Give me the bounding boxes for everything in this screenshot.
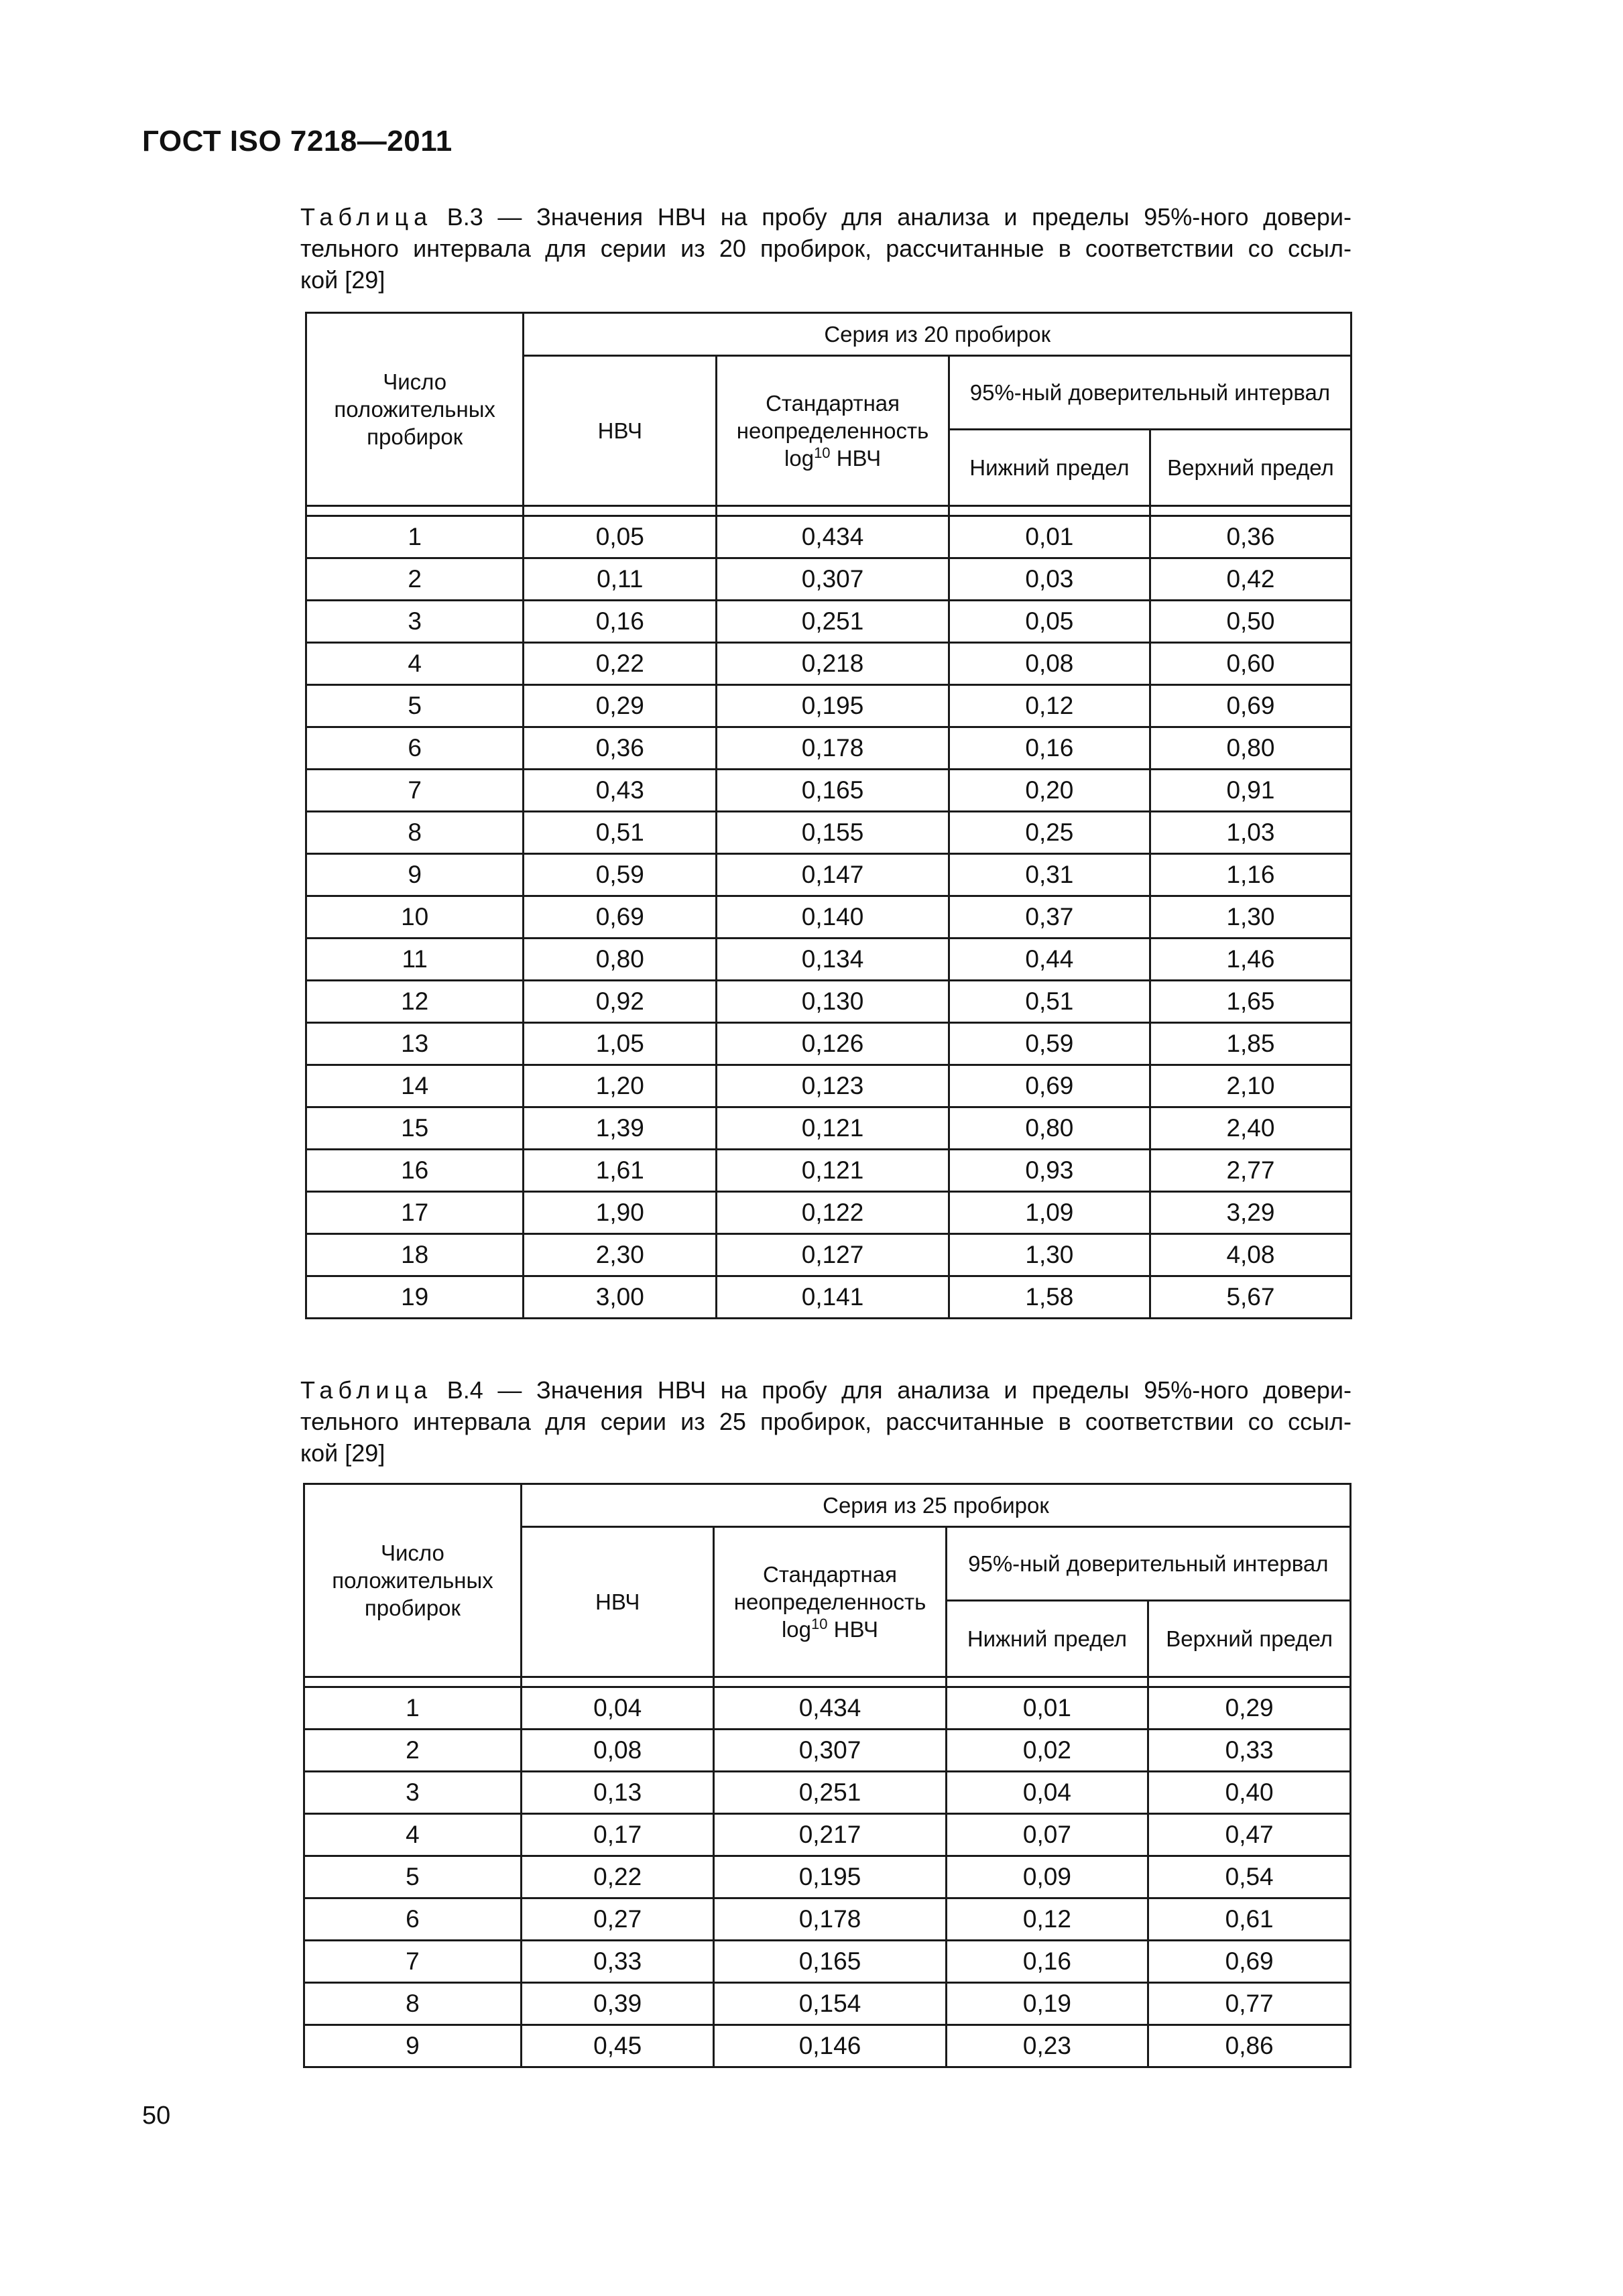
- table-cell: 2,10: [1150, 1065, 1351, 1107]
- table-cell: 1,85: [1150, 1023, 1351, 1065]
- table-row: [306, 770, 1351, 812]
- table-cell: 1,03: [1150, 812, 1351, 854]
- table-cell: 0,51: [524, 812, 717, 854]
- table-cell: 0,23: [946, 2025, 1148, 2067]
- table-cell: 0,218: [717, 643, 949, 685]
- table-cell: 1,30: [949, 1234, 1150, 1276]
- table-cell: 11: [306, 939, 524, 981]
- header-std-log: log: [784, 446, 815, 471]
- table-cell: 1,39: [524, 1107, 717, 1150]
- table-cell: 0,27: [521, 1898, 713, 1941]
- header-cell-mpn: НВЧ: [521, 1527, 713, 1677]
- table-cell: 0,11: [524, 558, 717, 601]
- table-cell: 0,54: [1148, 1856, 1351, 1898]
- header-cell-series: Серия из 25 пробирок: [521, 1484, 1350, 1527]
- table-cell: 0,60: [1150, 643, 1351, 685]
- table-cell: 0,36: [524, 727, 717, 770]
- table-cell: 0,47: [1148, 1814, 1351, 1856]
- table-cell: 0,03: [949, 558, 1150, 601]
- table-cell: 0,251: [714, 1772, 946, 1814]
- table-cell: 3,29: [1150, 1192, 1351, 1234]
- table-cell: 0,50: [1150, 601, 1351, 643]
- table-cell: 4: [306, 643, 524, 685]
- table-cell: 0,127: [717, 1234, 949, 1276]
- caption-text: В.3 — Значения НВЧ на пробу для анализа и пределы 95%-ного довери-: [446, 203, 1351, 231]
- table-cell: 13: [306, 1023, 524, 1065]
- table-row: [306, 854, 1351, 896]
- header-std-sup: 10: [814, 444, 831, 461]
- table-cell: 9: [306, 854, 524, 896]
- table-cell: 0,121: [717, 1107, 949, 1150]
- table-cell: 0,59: [524, 854, 717, 896]
- header-std-sup: 10: [811, 1616, 828, 1632]
- header-cell-lower: Нижний предел: [946, 1601, 1148, 1677]
- table-row: [306, 558, 1351, 601]
- table-cell: 17: [306, 1192, 524, 1234]
- table-cell: 0,59: [949, 1023, 1150, 1065]
- table-cell: 1,58: [949, 1276, 1150, 1319]
- table-cell: 0,69: [524, 896, 717, 939]
- table-cell: 0,04: [521, 1687, 713, 1730]
- table-cell: 0,33: [521, 1941, 713, 1983]
- table-row: [304, 1898, 1351, 1941]
- table-cell: 0,178: [717, 727, 949, 770]
- header-cell-count: Число положительных пробирок: [304, 1484, 522, 1677]
- document-header: ГОСТ ISO 7218—2011: [142, 125, 453, 158]
- table-cell: 0,93: [949, 1150, 1150, 1192]
- table-cell: 0,36: [1150, 516, 1351, 558]
- table-cell: 0,09: [946, 1856, 1148, 1898]
- table-cell: 12: [306, 981, 524, 1023]
- table-cell: 4: [304, 1814, 522, 1856]
- table-cell: 0,126: [717, 1023, 949, 1065]
- table-cell: 16: [306, 1150, 524, 1192]
- table-cell: 0,29: [1148, 1687, 1351, 1730]
- table-row: [306, 1234, 1351, 1276]
- table-cell: 0,12: [949, 685, 1150, 727]
- table-row: [304, 2025, 1351, 2067]
- table-cell: 0,16: [524, 601, 717, 643]
- header-cell-ci: 95%-ный доверительный интервал: [949, 356, 1351, 430]
- table-cell: 0,165: [717, 770, 949, 812]
- caption-lead: Таблица: [300, 1376, 433, 1404]
- table-cell: 0,140: [717, 896, 949, 939]
- table-cell: 0,44: [949, 939, 1150, 981]
- table-cell: 0,12: [946, 1898, 1148, 1941]
- header-cell-mpn: НВЧ: [524, 356, 717, 506]
- table-cell: 0,61: [1148, 1898, 1351, 1941]
- table-cell: 0,195: [717, 685, 949, 727]
- table-row: [304, 1941, 1351, 1983]
- table-cell: 0,217: [714, 1814, 946, 1856]
- table-cell: 7: [304, 1941, 522, 1983]
- table-row: [304, 1730, 1351, 1772]
- table-row: [306, 601, 1351, 643]
- table-caption: [300, 1374, 1351, 1469]
- table-cell: 0,08: [521, 1730, 713, 1772]
- header-std-log: log: [781, 1617, 812, 1642]
- table-cell: 1,20: [524, 1065, 717, 1107]
- header-std-text: Стандартная неопределенность: [733, 1562, 926, 1614]
- table-cell: 0,251: [717, 601, 949, 643]
- table-cell: 14: [306, 1065, 524, 1107]
- header-cell-series: Серия из 20 пробирок: [524, 313, 1351, 356]
- table-cell: 0,31: [949, 854, 1150, 896]
- table-cell: 0,121: [717, 1150, 949, 1192]
- table-cell: 1: [306, 516, 524, 558]
- table-row: [306, 1065, 1351, 1107]
- table-cell: 0,178: [714, 1898, 946, 1941]
- table-cell: 1,61: [524, 1150, 717, 1192]
- table-cell: 0,434: [717, 516, 949, 558]
- table-body: [306, 516, 1351, 1319]
- table-cell: 0,05: [949, 601, 1150, 643]
- header-cell-lower: Нижний предел: [949, 430, 1150, 506]
- table-row: [306, 981, 1351, 1023]
- table-cell: 0,40: [1148, 1772, 1351, 1814]
- table-row: [306, 516, 1351, 558]
- table-cell: 0,39: [521, 1983, 713, 2025]
- table-cell: 1,30: [1150, 896, 1351, 939]
- table-cell: 0,42: [1150, 558, 1351, 601]
- table-row: [306, 1276, 1351, 1319]
- table-cell: 7: [306, 770, 524, 812]
- table-cell: 9: [304, 2025, 522, 2067]
- caption-text: тельного интервала для серии из 20 пробирок, рассчитанные в соответствии со ссыл-: [300, 235, 1351, 262]
- table-row: [306, 643, 1351, 685]
- table-cell: 0,307: [717, 558, 949, 601]
- table-cell: 15: [306, 1107, 524, 1150]
- page-number: 50: [142, 2102, 171, 2130]
- table-cell: 5,67: [1150, 1276, 1351, 1319]
- table-cell: 1,05: [524, 1023, 717, 1065]
- table-row: [304, 1814, 1351, 1856]
- table-cell: 0,22: [521, 1856, 713, 1898]
- header-cell-upper: Верхний предел: [1150, 430, 1351, 506]
- table-row: [304, 1687, 1351, 1730]
- table-cell: 0,08: [949, 643, 1150, 685]
- table-row: [304, 1772, 1351, 1814]
- table-cell: 1,09: [949, 1192, 1150, 1234]
- table-row: [306, 1150, 1351, 1192]
- table-cell: 2,40: [1150, 1107, 1351, 1150]
- table-cell: 0,154: [714, 1983, 946, 2025]
- caption-text: тельного интервала для серии из 25 пробирок, рассчитанные в соответствии со ссыл-: [300, 1408, 1351, 1435]
- table-cell: 18: [306, 1234, 524, 1276]
- table-cell: 0,141: [717, 1276, 949, 1319]
- table-cell: 0,13: [521, 1772, 713, 1814]
- header-cell-ci: 95%-ный доверительный интервал: [946, 1527, 1350, 1601]
- table-cell: 0,17: [521, 1814, 713, 1856]
- table-cell: 2,30: [524, 1234, 717, 1276]
- table-cell: 0,20: [949, 770, 1150, 812]
- table-cell: 0,51: [949, 981, 1150, 1023]
- table-cell: 0,155: [717, 812, 949, 854]
- table-cell: 0,77: [1148, 1983, 1351, 2025]
- table-cell: 8: [304, 1983, 522, 2025]
- table-row: [304, 1856, 1351, 1898]
- table-cell: 0,91: [1150, 770, 1351, 812]
- table-row: [306, 727, 1351, 770]
- header-cell-count: Число положительных пробирок: [306, 313, 524, 506]
- table-cell: 2: [304, 1730, 522, 1772]
- table-cell: 0,16: [946, 1941, 1148, 1983]
- header-separator: [306, 506, 1351, 516]
- table-cell: 1,90: [524, 1192, 717, 1234]
- table-body: [304, 1687, 1351, 2067]
- table-cell: 0,01: [949, 516, 1150, 558]
- table-cell: 0,25: [949, 812, 1150, 854]
- table-cell: 0,05: [524, 516, 717, 558]
- table-cell: 3: [304, 1772, 522, 1814]
- table-row: [306, 896, 1351, 939]
- table-cell: 0,307: [714, 1730, 946, 1772]
- table-row: [306, 1107, 1351, 1150]
- table-cell: 0,02: [946, 1730, 1148, 1772]
- table-cell: 0,80: [1150, 727, 1351, 770]
- table-cell: 10: [306, 896, 524, 939]
- table-cell: 0,92: [524, 981, 717, 1023]
- table-cell: 0,130: [717, 981, 949, 1023]
- table-cell: 0,07: [946, 1814, 1148, 1856]
- table-row: [306, 1023, 1351, 1065]
- caption-text: В.4 — Значения НВЧ на пробу для анализа и пределы 95%-ного довери-: [446, 1376, 1351, 1404]
- table-cell: 0,04: [946, 1772, 1148, 1814]
- table-cell: 4,08: [1150, 1234, 1351, 1276]
- table-cell: 0,69: [1150, 685, 1351, 727]
- table-cell: 0,01: [946, 1687, 1148, 1730]
- data-table: [303, 1483, 1351, 2068]
- header-separator: [304, 1677, 1351, 1687]
- table-cell: 0,86: [1148, 2025, 1351, 2067]
- table-cell: 0,69: [1148, 1941, 1351, 1983]
- header-cell-std-uncertainty: [717, 356, 949, 506]
- table-row: [306, 812, 1351, 854]
- table-caption: [300, 201, 1351, 296]
- table-row: [306, 685, 1351, 727]
- table-cell: 0,122: [717, 1192, 949, 1234]
- table-cell: 6: [306, 727, 524, 770]
- table-cell: 0,69: [949, 1065, 1150, 1107]
- table-cell: 0,19: [946, 1983, 1148, 2025]
- table-cell: 0,123: [717, 1065, 949, 1107]
- caption-text: кой [29]: [300, 1439, 385, 1467]
- header-cell-upper: Верхний предел: [1148, 1601, 1351, 1677]
- table-cell: 0,45: [521, 2025, 713, 2067]
- data-table: [305, 312, 1352, 1319]
- table-row: [304, 1983, 1351, 2025]
- header-std-text: Стандартная неопределенность: [736, 391, 929, 443]
- table-cell: 8: [306, 812, 524, 854]
- table-cell: 2,77: [1150, 1150, 1351, 1192]
- header-cell-std-uncertainty: [714, 1527, 946, 1677]
- table-cell: 0,195: [714, 1856, 946, 1898]
- table-cell: 1,46: [1150, 939, 1351, 981]
- table-cell: 0,16: [949, 727, 1150, 770]
- table-cell: 2: [306, 558, 524, 601]
- table-cell: 0,80: [524, 939, 717, 981]
- table-cell: 6: [304, 1898, 522, 1941]
- header-std-mpn: НВЧ: [827, 1617, 879, 1642]
- table-cell: 5: [306, 685, 524, 727]
- caption-text: кой [29]: [300, 266, 385, 294]
- table-cell: 0,146: [714, 2025, 946, 2067]
- table-cell: 19: [306, 1276, 524, 1319]
- table-cell: 1: [304, 1687, 522, 1730]
- table-cell: 3,00: [524, 1276, 717, 1319]
- table-cell: 0,434: [714, 1687, 946, 1730]
- table-row: [306, 939, 1351, 981]
- table-cell: 1,16: [1150, 854, 1351, 896]
- table-cell: 0,22: [524, 643, 717, 685]
- table-cell: 0,43: [524, 770, 717, 812]
- table-row: [306, 1192, 1351, 1234]
- table-cell: 0,29: [524, 685, 717, 727]
- caption-lead: Таблица: [300, 203, 433, 231]
- table-cell: 0,165: [714, 1941, 946, 1983]
- table-cell: 0,147: [717, 854, 949, 896]
- header-std-mpn: НВЧ: [830, 446, 882, 471]
- table-cell: 0,80: [949, 1107, 1150, 1150]
- table-cell: 3: [306, 601, 524, 643]
- table-cell: 1,65: [1150, 981, 1351, 1023]
- table-cell: 0,134: [717, 939, 949, 981]
- table-cell: 0,37: [949, 896, 1150, 939]
- table-cell: 0,33: [1148, 1730, 1351, 1772]
- table-cell: 5: [304, 1856, 522, 1898]
